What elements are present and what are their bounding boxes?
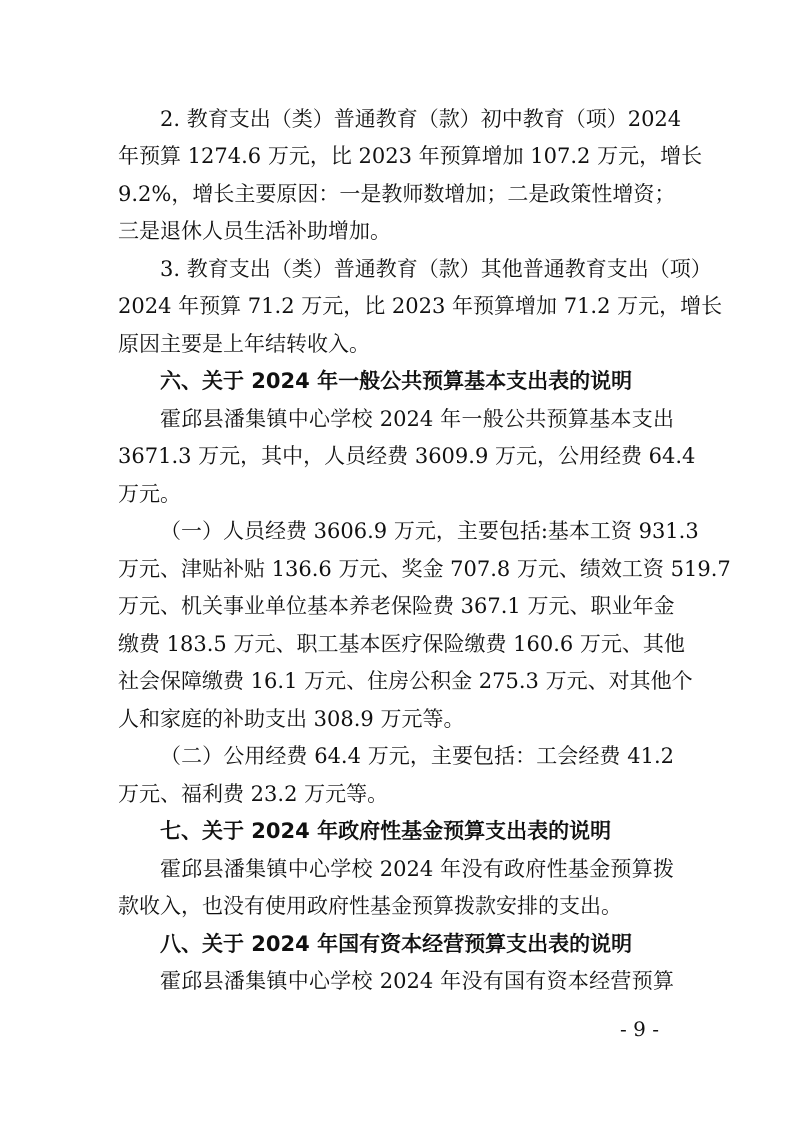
paragraph-line: 万元。	[118, 482, 181, 506]
section-heading-7: 七、关于 2024 年政府性基金预算支出表的说明	[160, 819, 612, 843]
paragraph-line: （二）公用经费 64.4 万元，主要包括：工会经费 41.2	[160, 744, 674, 768]
paragraph-line: 万元、福利费 23.2 万元等。	[118, 782, 389, 806]
page-number: - 9 -	[620, 1017, 659, 1041]
paragraph-line: 万元、机关事业单位基本养老保险费 367.1 万元、职业年金	[118, 594, 675, 618]
paragraph-line: 万元、津贴补贴 136.6 万元、奖金 707.8 万元、绩效工资 519.7	[118, 557, 731, 581]
section-heading-6: 六、关于 2024 年一般公共预算基本支出表的说明	[160, 369, 633, 393]
paragraph-line: 年预算 1274.6 万元，比 2023 年预算增加 107.2 万元，增长	[118, 144, 703, 168]
section-heading-8: 八、关于 2024 年国有资本经营预算支出表的说明	[160, 932, 633, 956]
paragraph-line: 9.2%，增长主要原因：一是教师数增加；二是政策性增资；	[118, 182, 676, 206]
paragraph-line: 缴费 183.5 万元、职工基本医疗保险缴费 160.6 万元、其他	[118, 632, 685, 656]
paragraph-line: 3671.3 万元，其中，人员经费 3609.9 万元，公用经费 64.4	[118, 444, 696, 468]
paragraph-line: 2. 教育支出（类）普通教育（款）初中教育（项）2024	[160, 107, 682, 131]
paragraph-line: 人和家庭的补助支出 308.9 万元等。	[118, 707, 465, 731]
paragraph-line: 款收入，也没有使用政府性基金预算拨款安排的支出。	[118, 894, 622, 918]
paragraph-line: 原因主要是上年结转收入。	[118, 332, 370, 356]
paragraph-line: 3. 教育支出（类）普通教育（款）其他普通教育支出（项）	[160, 257, 712, 281]
paragraph-line: （一）人员经费 3606.9 万元，主要包括:基本工资 931.3	[160, 519, 699, 543]
paragraph-line: 2024 年预算 71.2 万元，比 2023 年预算增加 71.2 万元，增长	[118, 294, 723, 318]
paragraph-line: 三是退休人员生活补助增加。	[118, 219, 391, 243]
paragraph-line: 霍邱县潘集镇中心学校 2024 年一般公共预算基本支出	[160, 407, 674, 431]
paragraph-line: 霍邱县潘集镇中心学校 2024 年没有国有资本经营预算	[160, 969, 674, 993]
paragraph-line: 社会保障缴费 16.1 万元、住房公积金 275.3 万元、对其他个	[118, 669, 693, 693]
paragraph-line: 霍邱县潘集镇中心学校 2024 年没有政府性基金预算拨	[160, 857, 674, 881]
